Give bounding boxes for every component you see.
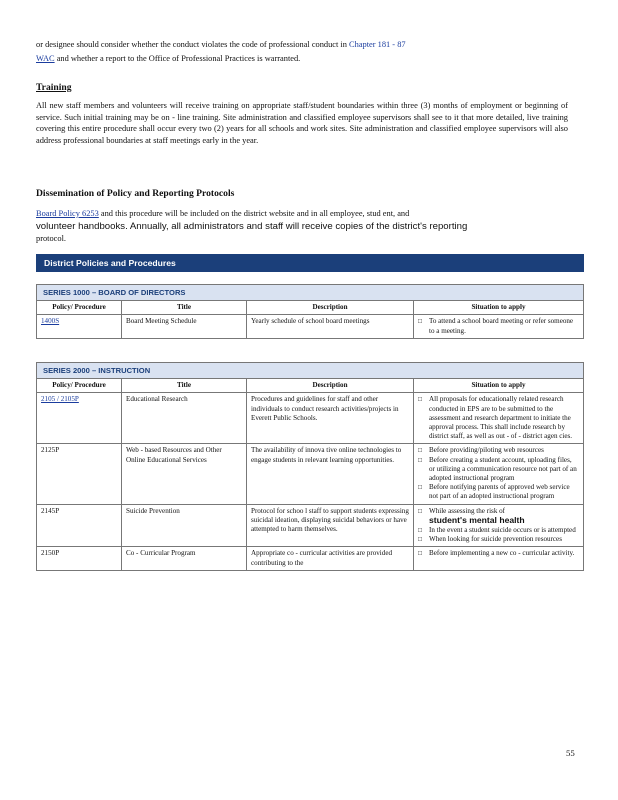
situation-large-text: student's mental health [429, 514, 525, 525]
intro-text-2: and whether a report to the Office of Professional Practices is warranted. [54, 54, 301, 63]
situation-item: □ Before creating a student account, uploading files, or utilizing a communication resource not part of an adopted instructional program [418, 456, 579, 484]
dissemination-text-1: and this procedure will be included on the district website and in all employee, stud ent, and [98, 209, 410, 218]
policy-number: 2150P [37, 547, 122, 570]
col-description-header: Description [247, 379, 414, 393]
training-body: All new staff members and volunteers will receive training on appropriate staff/student boundaries within three (3) months of employment or beginning of service. Such initial training may be on - line training. Site administration and classified employee supervisors shall see to it that more detailed, live training covering this entire procedure shall occur every two (2) years for all schools and work sites. Site administration and classified employee supervisors will also address professional boundaries at staff meetings early in the year. [36, 101, 568, 145]
training-heading: Training [36, 82, 72, 93]
row-description: Appropriate co - curricular activities are provided contributing to the [247, 547, 414, 570]
row-title: Educational Research [122, 393, 247, 444]
table-row [37, 444, 584, 504]
policy-link[interactable]: 2105 / 2105P [41, 395, 79, 404]
dissemination-heading: Dissemination of Policy and Reporting Protocols [36, 188, 235, 199]
situation-item: □ Before notifying parents of approved web service not part of an adopted instructional program [418, 483, 579, 501]
chapter-link[interactable]: Chapter 181 - 87 [349, 40, 406, 49]
col-title-header: Title [122, 301, 247, 315]
series-1000-label: SERIES 1000 – BOARD OF DIRECTORS [37, 285, 584, 301]
dissemination-text-2: volunteer handbooks. Annually, all administrators and staff will receive copies of the district's reporting [36, 220, 468, 232]
situation-item: □ Before implementing a new co - curricular activity. [418, 549, 579, 558]
series-2000-table [36, 362, 584, 571]
policy-link[interactable]: 1400S [41, 317, 60, 326]
dissemination-body [36, 208, 568, 244]
policy-number: 2145P [37, 504, 122, 547]
row-title: Web - based Resources and Other Online Educational Services [122, 444, 247, 504]
col-situation-header: Situation to apply [414, 379, 584, 393]
policy-number: 2125P [37, 444, 122, 504]
col-title-header: Title [122, 379, 247, 393]
situation-item: □ All proposals for educationally related research conducted in EPS are to be submitted to the assessment and research department to initiate the approval process. This shall include research by district staff, as well as out - of - district agen cies. [418, 395, 579, 441]
series-2000-label: SERIES 2000 – INSTRUCTION [37, 363, 584, 379]
col-situation-header: Situation to apply [414, 301, 584, 315]
situation-item [418, 507, 579, 526]
situation-text: While assessing the risk of [429, 506, 506, 515]
row-title: Suicide Prevention [122, 504, 247, 547]
wac-link[interactable]: WAC [36, 54, 55, 63]
row-title: Co - Curricular Program [122, 547, 247, 570]
situation-item: □ When looking for suicide prevention resources [418, 535, 579, 544]
row-title: Board Meeting Schedule [122, 315, 247, 338]
situation-item: □ To attend a school board meeting or refer someone to a meeting. [418, 317, 579, 335]
row-description: Protocol for schoo l staff to support students expressing suicidal ideation, displaying suicidal behaviors or have attempted to harm themselves. [247, 504, 414, 547]
board-policy-link[interactable]: Board Policy 6253 [36, 209, 99, 218]
intro-paragraph [36, 38, 568, 66]
intro-text: or designee should consider whether the conduct violates the code of professional conduct in [36, 40, 350, 49]
table-row [37, 504, 584, 547]
row-description: Yearly schedule of school board meetings [247, 315, 414, 338]
district-policies-banner: District Policies and Procedures [36, 254, 584, 272]
table-row [37, 315, 584, 338]
series-1000-table [36, 284, 584, 339]
col-policy-header: Policy/ Procedure [37, 301, 122, 315]
dissemination-text-3: protocol. [36, 233, 67, 243]
situation-item: □ In the event a student suicide occurs or is attempted [418, 526, 579, 535]
col-policy-header: Policy/ Procedure [37, 379, 122, 393]
table-row [37, 547, 584, 570]
row-description: The availability of innova tive online technologies to engage students in relevant learning opportunities. [247, 444, 414, 504]
col-description-header: Description [247, 301, 414, 315]
table-row [37, 393, 584, 444]
row-description: Procedures and guidelines for staff and other individuals to conduct research activities/projects in Everett Public Schools. [247, 393, 414, 444]
situation-item: □ Before providing/piloting web resources [418, 446, 579, 455]
page-number: 55 [566, 748, 575, 758]
